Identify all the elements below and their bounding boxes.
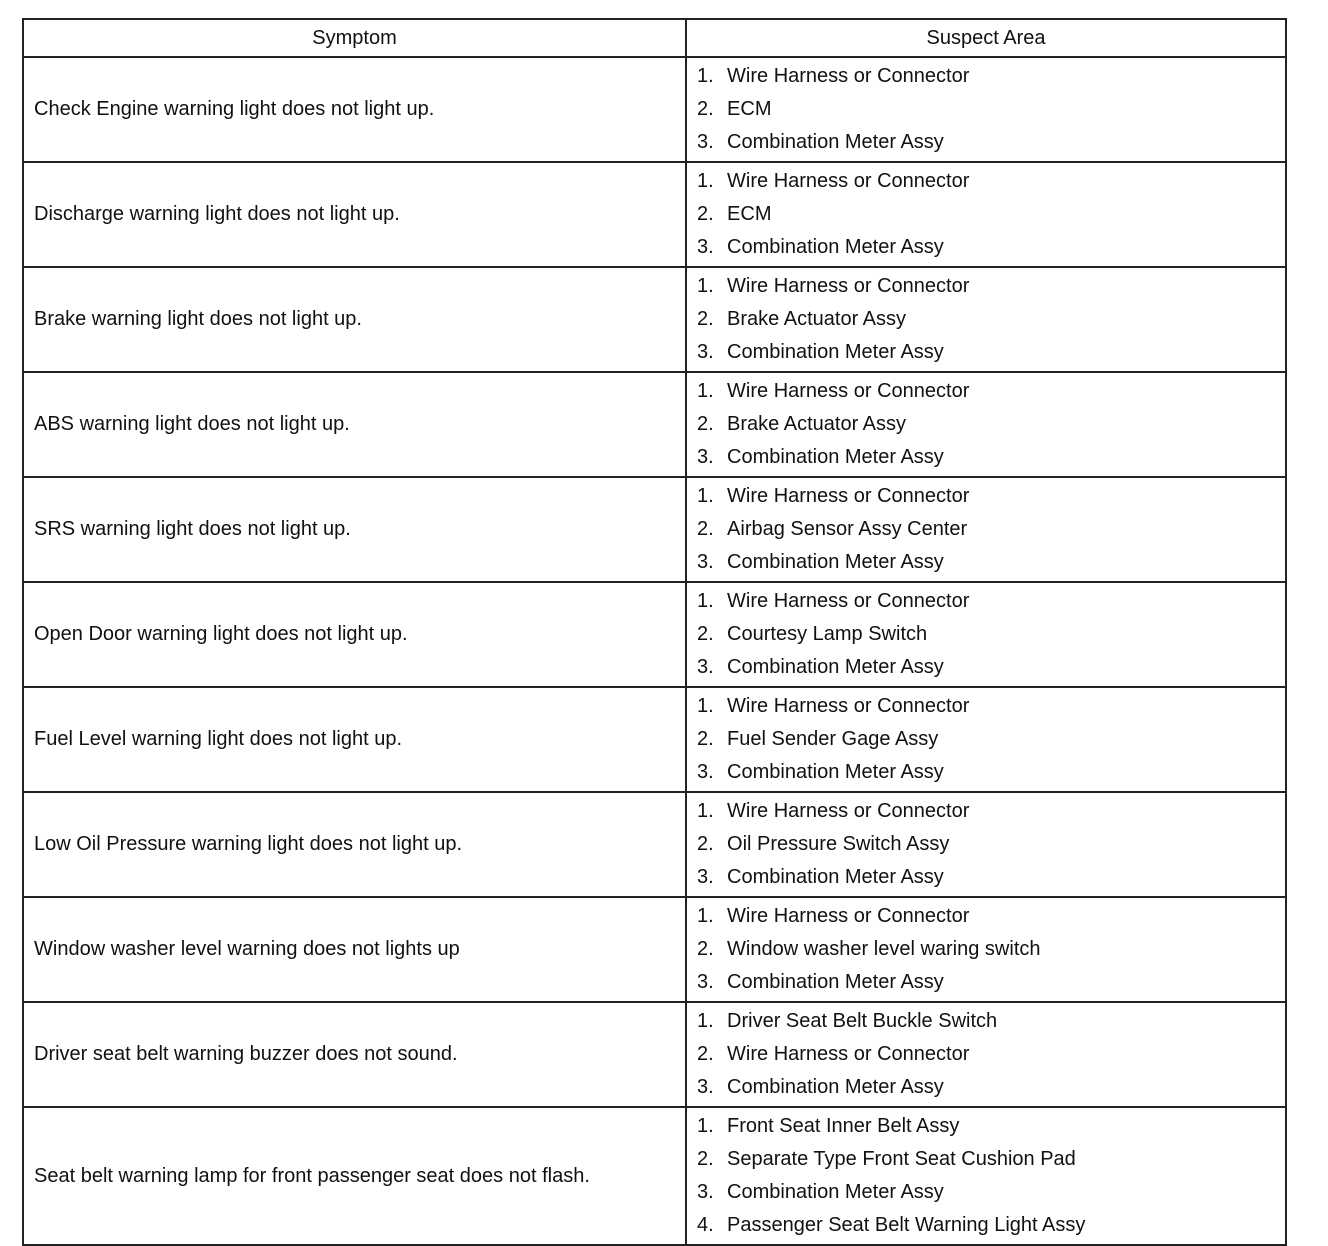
item-number: 1. [697,695,714,717]
table-row [23,1002,1286,1107]
item-text: Passenger Seat Belt Warning Light Assy [727,1214,1086,1236]
suspect-area-item [697,651,1285,684]
item-text: Oil Pressure Switch Assy [727,833,950,855]
suspect-area-cell [686,792,1286,897]
item-text: Fuel Sender Gage Assy [727,728,939,750]
suspect-area-item [697,585,1285,618]
item-text: Combination Meter Assy [727,236,944,258]
suspect-area-item [697,93,1285,126]
item-text: Wire Harness or Connector [727,590,970,612]
suspect-area-item [697,756,1285,789]
suspect-area-item [697,231,1285,264]
suspect-area-item [697,546,1285,579]
item-text: Driver Seat Belt Buckle Switch [727,1010,998,1032]
table-row [23,57,1286,162]
table-row [23,687,1286,792]
item-number: 1. [697,275,714,297]
suspect-area-item [697,1176,1285,1209]
suspect-area-item [697,618,1285,651]
suspect-area-cell [686,897,1286,1002]
item-text: Combination Meter Assy [727,551,944,573]
suspect-area-item [697,966,1285,999]
suspect-area-item [697,861,1285,894]
suspect-area-header: Suspect Area [686,19,1286,57]
item-number: 2. [697,1148,714,1170]
item-number: 1. [697,380,714,402]
item-number: 2. [697,98,714,120]
suspect-area-item [697,480,1285,513]
item-number: 2. [697,413,714,435]
item-number: 1. [697,170,714,192]
item-number: 2. [697,833,714,855]
item-text: Combination Meter Assy [727,1076,944,1098]
item-text: ECM [727,98,772,120]
suspect-area-cell [686,57,1286,162]
suspect-area-item [697,126,1285,159]
suspect-area-item [697,375,1285,408]
suspect-area-item [697,828,1285,861]
item-number: 2. [697,518,714,540]
item-number: 3. [697,551,714,573]
item-text: Wire Harness or Connector [727,905,970,927]
suspect-area-item [697,270,1285,303]
item-number: 3. [697,236,714,258]
item-number: 2. [697,1043,714,1065]
symptom-cell: Low Oil Pressure warning light does not light up. [23,792,686,897]
item-number: 2. [697,728,714,750]
suspect-area-item [697,795,1285,828]
item-text: Combination Meter Assy [727,131,944,153]
table-row [23,372,1286,477]
item-text: Wire Harness or Connector [727,1043,970,1065]
suspect-area-item [697,1005,1285,1038]
table-row [23,1107,1286,1245]
item-text: Combination Meter Assy [727,341,944,363]
symptom-cell: Discharge warning light does not light up. [23,162,686,267]
item-number: 1. [697,800,714,822]
item-text: Wire Harness or Connector [727,65,970,87]
item-number: 3. [697,131,714,153]
suspect-area-item [697,408,1285,441]
suspect-area-item [697,303,1285,336]
table-row [23,477,1286,582]
suspect-area-cell [686,582,1286,687]
item-text: Combination Meter Assy [727,971,944,993]
symptom-cell: Window washer level warning does not lights up [23,897,686,1002]
item-number: 1. [697,905,714,927]
item-number: 3. [697,446,714,468]
symptom-cell: Driver seat belt warning buzzer does not sound. [23,1002,686,1107]
symptom-header: Symptom [23,19,686,57]
table-body [23,57,1286,1245]
item-text: Courtesy Lamp Switch [727,623,928,645]
item-text: Wire Harness or Connector [727,275,970,297]
item-number: 1. [697,590,714,612]
item-text: Wire Harness or Connector [727,380,970,402]
suspect-area-item [697,198,1285,231]
item-text: Combination Meter Assy [727,761,944,783]
suspect-area-item [697,933,1285,966]
suspect-area-item [697,336,1285,369]
suspect-area-cell [686,372,1286,477]
item-text: Separate Type Front Seat Cushion Pad [727,1148,1076,1170]
item-text: Combination Meter Assy [727,446,944,468]
symptom-cell: SRS warning light does not light up. [23,477,686,582]
item-text: Wire Harness or Connector [727,170,970,192]
item-number: 3. [697,656,714,678]
item-number: 2. [697,623,714,645]
item-text: Brake Actuator Assy [727,308,907,330]
symptom-cell: Fuel Level warning light does not light up. [23,687,686,792]
item-text: ECM [727,203,772,225]
item-text: Combination Meter Assy [727,656,944,678]
item-number: 2. [697,203,714,225]
table-row [23,267,1286,372]
item-number: 2. [697,938,714,960]
suspect-area-item [697,900,1285,933]
item-text: Brake Actuator Assy [727,413,907,435]
table-row [23,897,1286,1002]
item-number: 3. [697,1076,714,1098]
suspect-area-item [697,1038,1285,1071]
symptom-cell: ABS warning light does not light up. [23,372,686,477]
item-text: Wire Harness or Connector [727,695,970,717]
suspect-area-cell [686,687,1286,792]
item-number: 3. [697,971,714,993]
symptom-table [22,18,1287,1246]
item-text: Front Seat Inner Belt Assy [727,1115,960,1137]
item-text: Combination Meter Assy [727,866,944,888]
suspect-area-item [697,60,1285,93]
item-number: 3. [697,866,714,888]
item-text: Airbag Sensor Assy Center [727,518,968,540]
symptom-cell: Brake warning light does not light up. [23,267,686,372]
item-text: Combination Meter Assy [727,1181,944,1203]
suspect-area-item [697,1071,1285,1104]
item-number: 3. [697,761,714,783]
suspect-area-item [697,441,1285,474]
table-row [23,792,1286,897]
item-text: Wire Harness or Connector [727,485,970,507]
symptom-cell: Seat belt warning lamp for front passenger seat does not flash. [23,1107,686,1245]
suspect-area-cell [686,267,1286,372]
suspect-area-item [697,690,1285,723]
item-number: 3. [697,1181,714,1203]
table-row [23,582,1286,687]
suspect-area-cell [686,1002,1286,1107]
item-number: 1. [697,485,714,507]
item-number: 4. [697,1214,714,1236]
suspect-area-item [697,723,1285,756]
suspect-area-cell [686,477,1286,582]
item-number: 1. [697,1010,714,1032]
item-number: 3. [697,341,714,363]
suspect-area-item [697,1143,1285,1176]
header-row [23,19,1286,57]
table-row [23,162,1286,267]
suspect-area-item [697,513,1285,546]
symptom-cell: Check Engine warning light does not light up. [23,57,686,162]
item-number: 1. [697,65,714,87]
suspect-area-item [697,1110,1285,1143]
item-number: 2. [697,308,714,330]
suspect-area-cell [686,162,1286,267]
suspect-area-item [697,165,1285,198]
item-text: Window washer level waring switch [727,938,1041,960]
item-text: Wire Harness or Connector [727,800,970,822]
symptom-cell: Open Door warning light does not light up. [23,582,686,687]
suspect-area-item [697,1209,1285,1242]
suspect-area-cell [686,1107,1286,1245]
item-number: 1. [697,1115,714,1137]
